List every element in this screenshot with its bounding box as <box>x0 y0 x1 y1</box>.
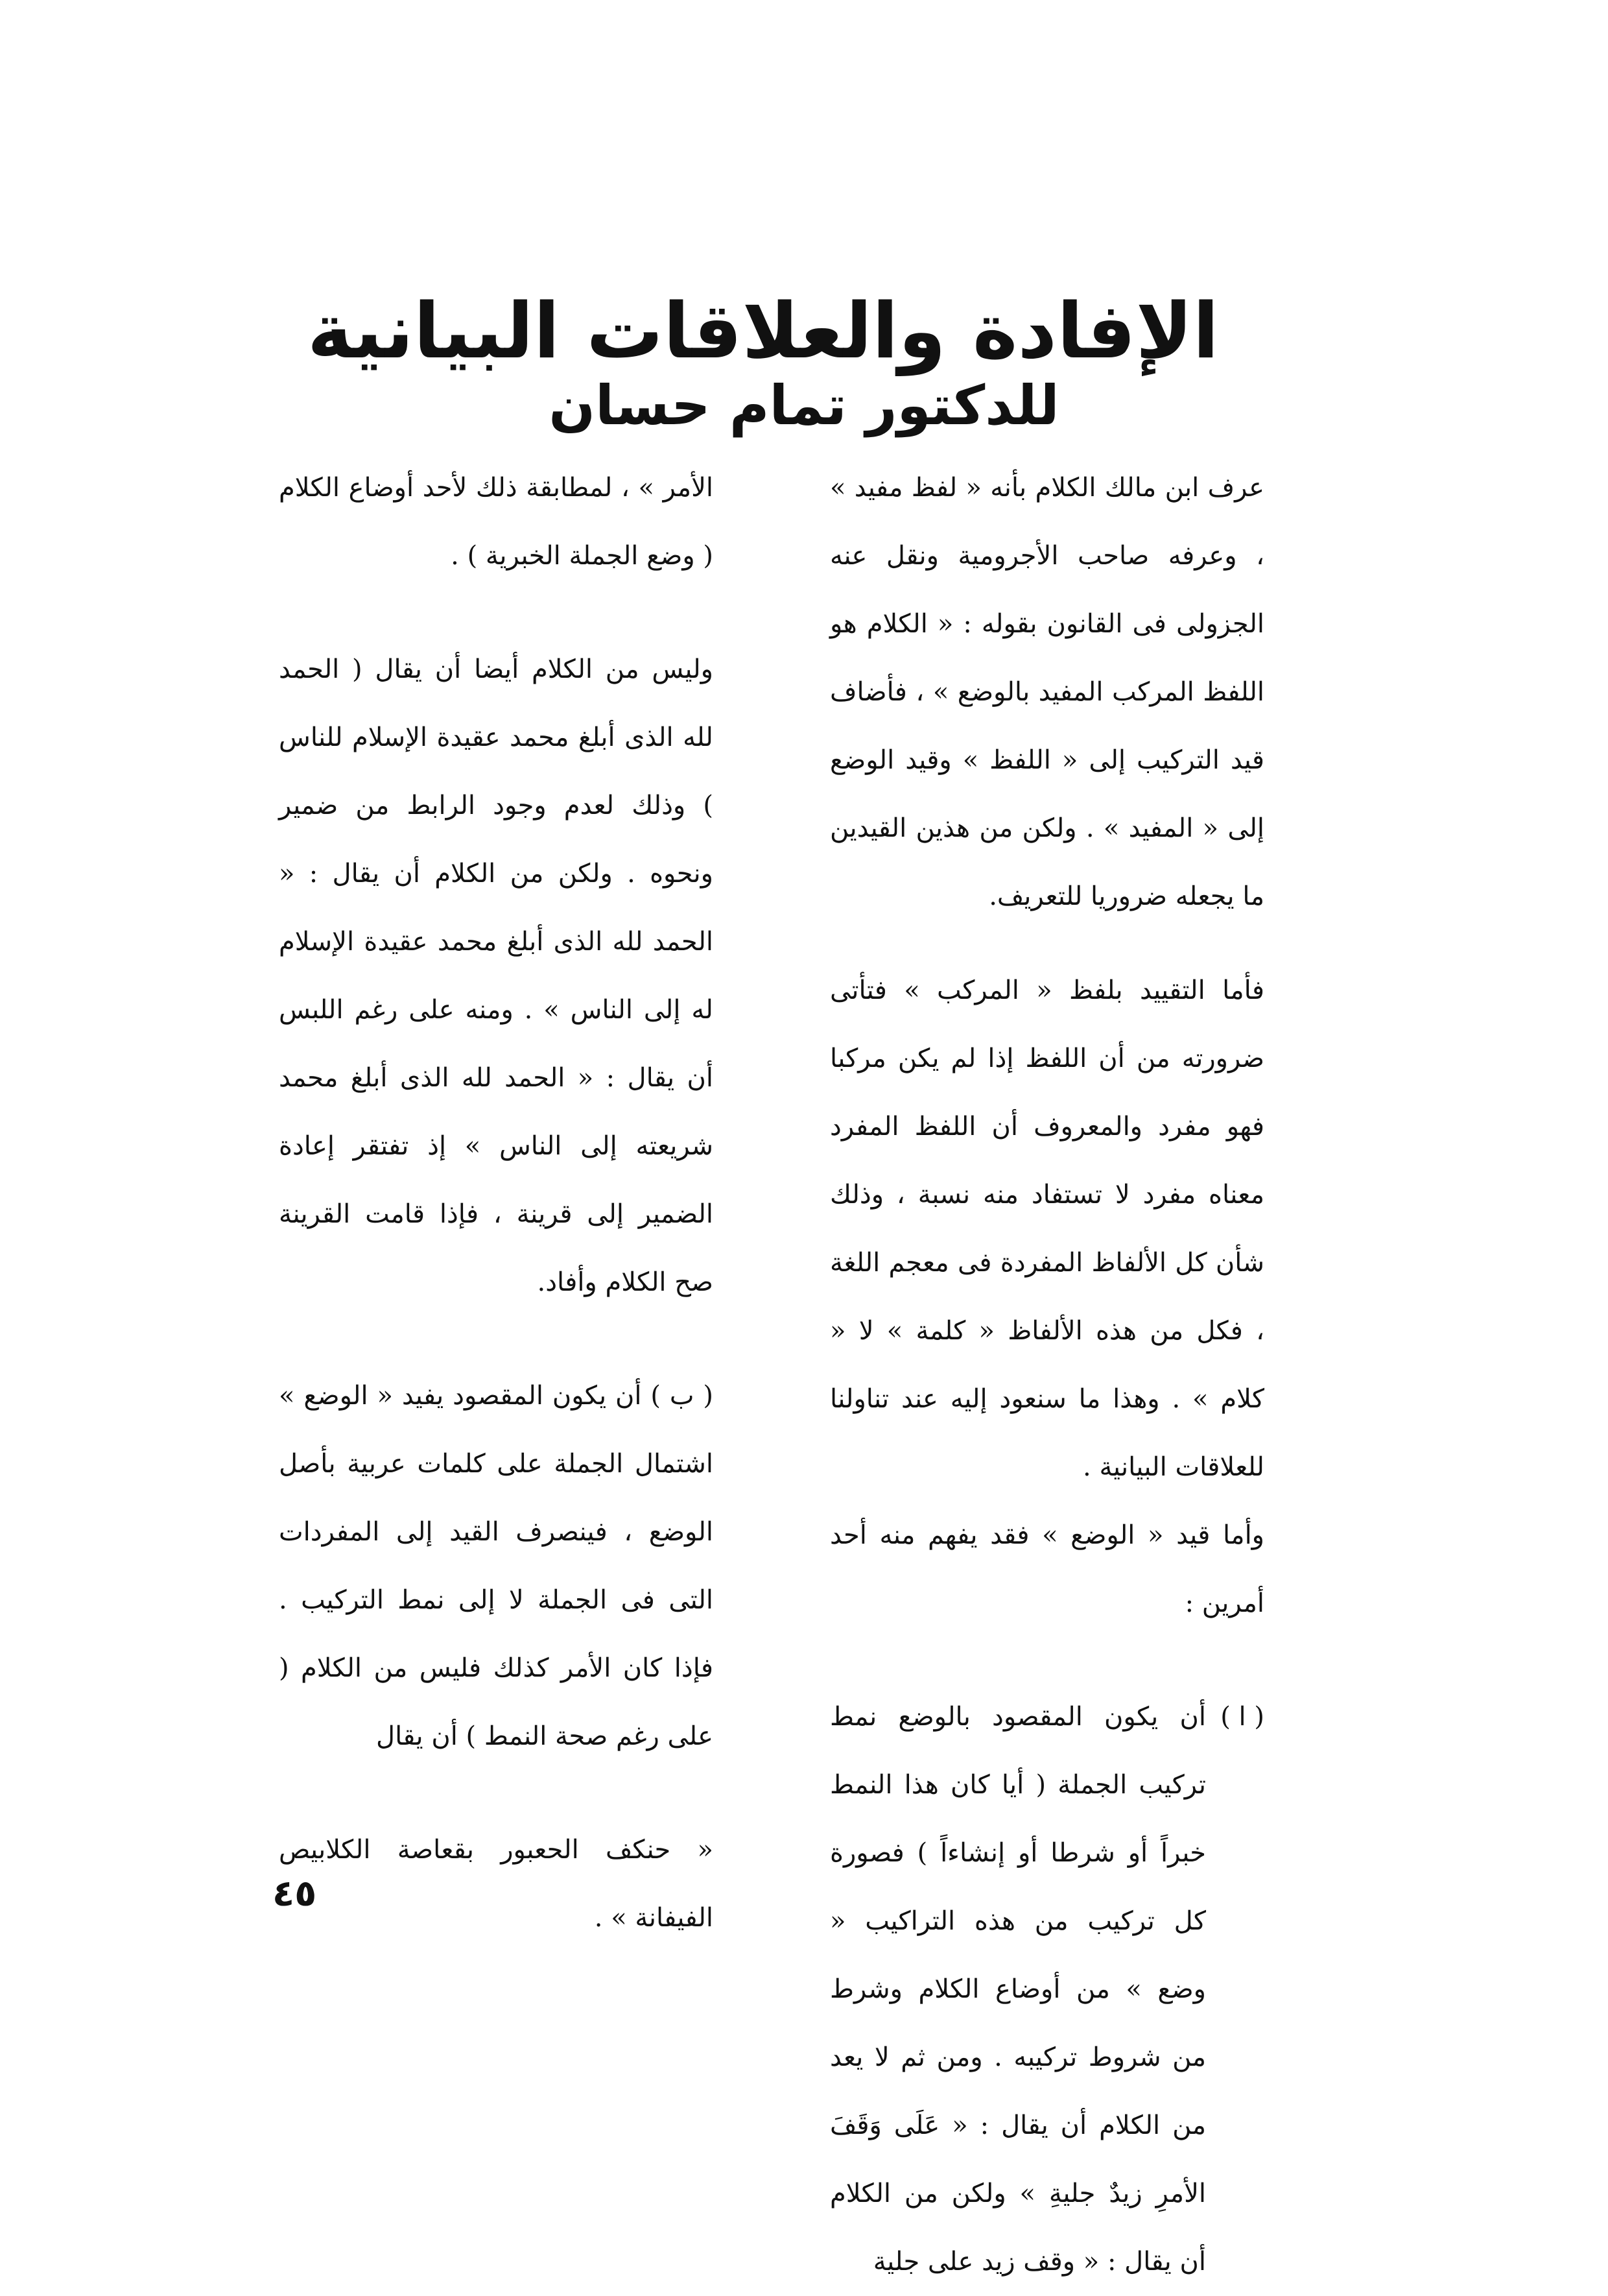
paragraph: وأما قيد « الوضع » فقد يفهم منه أحد أمرين : <box>830 1520 1264 1618</box>
left-column <box>279 454 713 1952</box>
page-number: ٤٥ <box>272 1872 317 1915</box>
paragraph: فأما التقييد بلفظ « المركب » فتأتى ضرورته من أن اللفظ إذا لم يكن مركبا فهو مفرد والمعروف أن اللفظ المفرد معناه مفرد لا تستفاد منه نسبة ، وذلك شأن كل الألفاظ المفردة فى معجم اللغة ، فكل من هذه الألفاظ « كلمة » لا « كلام » . وهذا ما سنعود إليه عند تناولنا للعلاقات البيانية . <box>830 975 1264 1482</box>
paragraph: عرف ابن مالك الكلام بأنه « لفظ مفيد » ، وعرفه صاحب الأجرومية ونقل عنه الجزولى فى القانون بقوله : « الكلام هو اللفظ المركب المفيد بالوضع » ، فأضاف قيد التركيب إلى « اللفظ » وقيد الوضع إلى « المفيد » . ولكن من هذين القيدين ما يجعله ضروريا للتعريف. <box>830 473 1264 911</box>
list-item-b <box>279 1362 713 1771</box>
list-marker: ( ب ) <box>650 1381 714 1411</box>
article-title: الإفادة والعلاقات البيانية <box>307 286 1219 376</box>
quote: « حنكف الحعبور بقعاصة الكلابيص الفيفانة » . <box>279 1835 713 1933</box>
paragraph: الأمر » ، لمطابقة ذلك لأحد أوضاع الكلام ( وضع الجملة الخبرية ) . <box>279 473 713 571</box>
list-item-text: أن يكون المقصود يفيد « الوضع » اشتمال الجملة على كلمات عربية بأصل الوضع ، فينصرف القيد إلى المفردات التى فى الجملة لا إلى نمط التركيب . فإذا كان الأمر كذلك فليس من الكلام ( على رغم صحة النمط ) أن يقال <box>279 1381 713 1751</box>
list-marker: ( ا ) <box>1220 1702 1264 1732</box>
list-item-a <box>830 1683 1264 2296</box>
right-column <box>830 454 1264 2296</box>
paragraph: وليس من الكلام أيضا أن يقال ( الحمد لله الذى أبلغ محمد عقيدة الإسلام للناس ) وذلك لعدم وجود الرابط من ضمير ونحوه . ولكن من الكلام أن يقال : « الحمد لله الذى أبلغ محمد عقيدة الإسلام له إلى الناس » . ومنه على رغم اللبس أن يقال : « الحمد لله الذى أبلغ محمد شريعته إلى الناس » إذ تفتقر إعادة الضمير إلى قرينة ، فإذا قامت القرينة صح الكلام وأفاد. <box>279 654 713 1297</box>
article-author: للدكتور تمام حسان <box>549 374 1059 437</box>
list-item-text: أن يكون المقصود بالوضع نمط تركيب الجملة ( أيا كان هذا النمط خبراً أو شرطا أو إنشاءاً ) فصورة كل تركيب من هذه التراكيب « وضع » من أوضاع الكلام وشرط من شروط تركيبه . ومن ثم لا يعد من الكلام أن يقال : « عَلَى وَقَفَ الأمرِ زيدٌ جليةِ » ولكن من الكلام أن يقال : « وقف زيد على جلية <box>830 1702 1206 2277</box>
